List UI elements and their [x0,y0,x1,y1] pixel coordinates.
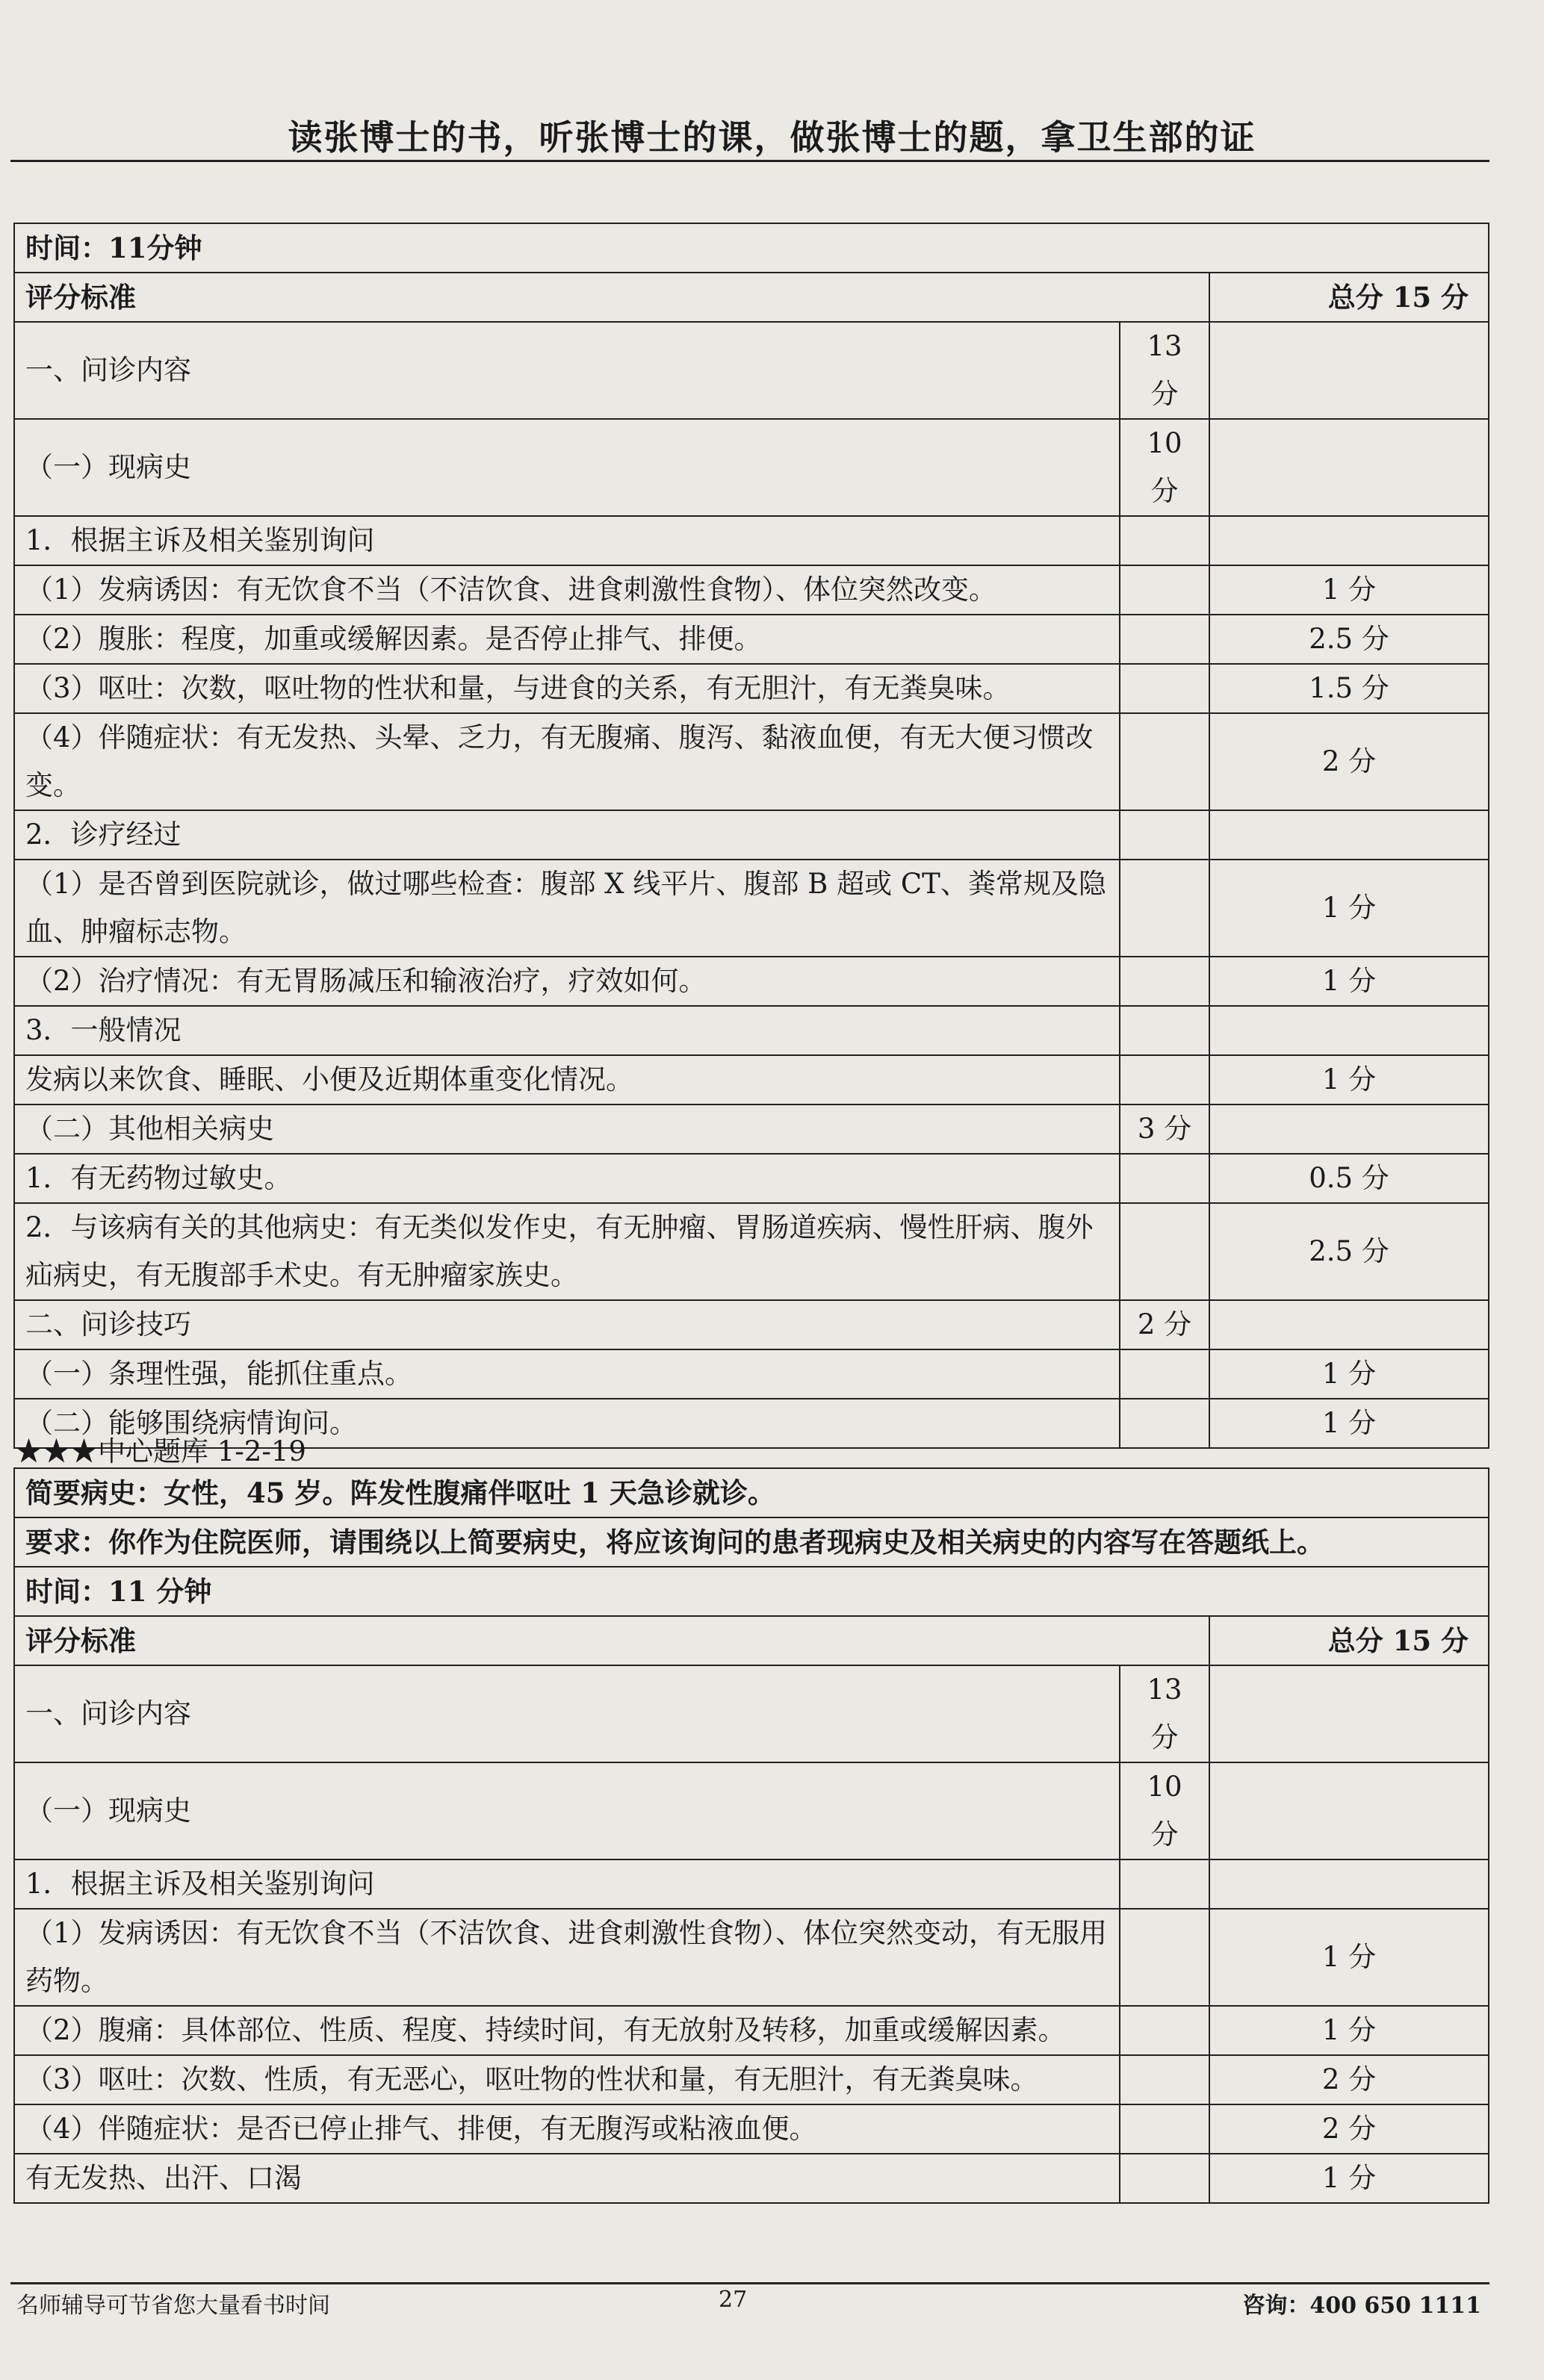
item-text: 1．根据主诉及相关鉴别询问 [14,1859,1120,1909]
item-score: 1 分 [1209,860,1489,957]
table-row [14,419,1489,516]
requirement: 要求：你作为住院医师，请围绕以上简要病史，将应该询问的患者现病史及相关病史的内容写在答题纸上。 [14,1517,1489,1567]
item-text: （1）发病诱因：有无饮食不当（不洁饮食、进食刺激性食物）、体位突然变动，有无服用药物。 [14,1909,1120,2006]
item-score [1209,1006,1489,1055]
table-row [14,1762,1489,1859]
item-score [1209,516,1489,565]
table-row [14,223,1489,273]
header-divider [10,160,1489,162]
total-score: 总分 15 分 [1209,1616,1489,1665]
question-bank-heading: ★★★中心题库 1-2-19 [15,1435,306,1467]
item-score: 0.5 分 [1209,1154,1489,1203]
total-score: 总分 15 分 [1209,273,1489,322]
item-text: （2）腹胀：程度，加重或缓解因素。是否停止排气、排便。 [14,615,1120,664]
item-score: 2.5 分 [1209,615,1489,664]
table-row [14,2055,1489,2104]
section-score: 10 分 [1120,419,1209,516]
item-score [1209,810,1489,860]
section-score: 13 分 [1120,322,1209,419]
item-text: 一、问诊内容 [14,322,1120,419]
table-row [14,1859,1489,1909]
item-score [1209,1665,1489,1762]
item-score: 1 分 [1209,1399,1489,1448]
table-row [14,322,1489,419]
item-score: 1 分 [1209,2154,1489,2203]
item-score: 2 分 [1209,2104,1489,2154]
table-row [14,273,1489,322]
scoring-table-1 [13,223,1489,1449]
section-score [1120,1055,1209,1104]
item-score: 1.5 分 [1209,664,1489,713]
item-text: 3．一般情况 [14,1006,1120,1055]
section-score [1120,2104,1209,2154]
item-text: （二）其他相关病史 [14,1104,1120,1154]
section-score: 13 分 [1120,1665,1209,1762]
footer-slogan: 名师辅导可节省您大量看书时间 [16,2293,330,2319]
section-score [1120,615,1209,664]
table-row [14,1203,1489,1300]
table-row [14,1006,1489,1055]
section-score [1120,1154,1209,1203]
section-score [1120,810,1209,860]
item-score: 1 分 [1209,565,1489,615]
item-text: （二）能够围绕病情询问。 [14,1399,1120,1448]
item-text: 1．有无药物过敏史。 [14,1154,1120,1203]
item-score [1209,1762,1489,1859]
item-text: 二、问诊技巧 [14,1300,1120,1349]
section-score: 3 分 [1120,1104,1209,1154]
item-text: （2）治疗情况：有无胃肠减压和输液治疗，疗效如何。 [14,957,1120,1006]
table-row [14,615,1489,664]
section-score [1120,2006,1209,2055]
item-score: 1 分 [1209,1055,1489,1104]
section-score [1120,1859,1209,1909]
item-score: 1 分 [1209,1349,1489,1399]
item-score: 2.5 分 [1209,1203,1489,1300]
section-score [1120,860,1209,957]
table-row [14,1055,1489,1104]
section-score [1120,664,1209,713]
item-score: 1 分 [1209,957,1489,1006]
item-score [1209,1300,1489,1349]
table-row [14,1468,1489,1517]
section-score [1120,957,1209,1006]
time-label: 时间：11分钟 [14,223,1489,273]
table-row [14,1909,1489,2006]
item-text: 2．诊疗经过 [14,810,1120,860]
page-number: 27 [719,2287,748,2313]
section-score [1120,713,1209,810]
item-text: （4）伴随症状：是否已停止排气、排便，有无腹泻或粘液血便。 [14,2104,1120,2154]
section-score [1120,1006,1209,1055]
item-text: （一）现病史 [14,1762,1120,1859]
table-row [14,565,1489,615]
standard-label: 评分标准 [14,273,1209,322]
table-row [14,1104,1489,1154]
item-text: （3）呕吐：次数、性质，有无恶心，呕吐物的性状和量，有无胆汁，有无粪臭味。 [14,2055,1120,2104]
scoring-table-2 [13,1467,1489,2204]
section-score: 10 分 [1120,1762,1209,1859]
item-score: 2 分 [1209,2055,1489,2104]
item-score: 2 分 [1209,713,1489,810]
item-score [1209,1104,1489,1154]
table-row [14,1154,1489,1203]
table-row [14,860,1489,957]
table-row [14,810,1489,860]
section-score [1120,2055,1209,2104]
section-score [1120,1399,1209,1448]
table-row [14,1300,1489,1349]
footer-divider [10,2282,1489,2284]
table-row [14,664,1489,713]
time-label: 时间：11 分钟 [14,1567,1489,1616]
table-row [14,1665,1489,1762]
section-score [1120,2154,1209,2203]
item-text: 2．与该病有关的其他病史：有无类似发作史，有无肿瘤、胃肠道疾病、慢性肝病、腹外疝病史，有无腹部手术史。有无肿瘤家族史。 [14,1203,1120,1300]
item-text: （3）呕吐：次数，呕吐物的性状和量，与进食的关系，有无胆汁，有无粪臭味。 [14,664,1120,713]
table-row [14,713,1489,810]
table-row [14,1517,1489,1567]
section-score [1120,565,1209,615]
table-row [14,957,1489,1006]
item-text: （1）是否曾到医院就诊，做过哪些检查：腹部 X 线平片、腹部 B 超或 CT、粪常规及隐血、肿瘤标志物。 [14,860,1120,957]
table-row [14,1567,1489,1616]
item-score [1209,1859,1489,1909]
section-score [1120,1349,1209,1399]
item-score: 1 分 [1209,1909,1489,2006]
table-row [14,516,1489,565]
footer-contact: 咨询：400 650 1111 [1242,2293,1481,2319]
item-text: （2）腹痛：具体部位、性质、程度、持续时间，有无放射及转移，加重或缓解因素。 [14,2006,1120,2055]
standard-label: 评分标准 [14,1616,1209,1665]
item-text: （1）发病诱因：有无饮食不当（不洁饮食、进食刺激性食物）、体位突然改变。 [14,565,1120,615]
item-score: 1 分 [1209,2006,1489,2055]
item-text: 发病以来饮食、睡眠、小便及近期体重变化情况。 [14,1055,1120,1104]
item-score [1209,419,1489,516]
section-score: 2 分 [1120,1300,1209,1349]
table-row [14,2006,1489,2055]
item-text: （一）现病史 [14,419,1120,516]
table-row [14,1349,1489,1399]
table-row [14,1616,1489,1665]
item-text: （一）条理性强，能抓住重点。 [14,1349,1120,1399]
page-header-title: 读张博士的书，听张博士的课，做张博士的题，拿卫生部的证 [288,117,1256,158]
section-score [1120,1203,1209,1300]
item-text: （4）伴随症状：有无发热、头晕、乏力，有无腹痛、腹泻、黏液血便，有无大便习惯改变。 [14,713,1120,810]
item-text: 一、问诊内容 [14,1665,1120,1762]
section-score [1120,1909,1209,2006]
table-row [14,2154,1489,2203]
table-row [14,2104,1489,2154]
section-score [1120,516,1209,565]
item-score [1209,322,1489,419]
item-text: 有无发热、出汗、口渴 [14,2154,1120,2203]
brief-history: 简要病史：女性，45 岁。阵发性腹痛伴呕吐 1 天急诊就诊。 [14,1468,1489,1517]
item-text: 1．根据主诉及相关鉴别询问 [14,516,1120,565]
